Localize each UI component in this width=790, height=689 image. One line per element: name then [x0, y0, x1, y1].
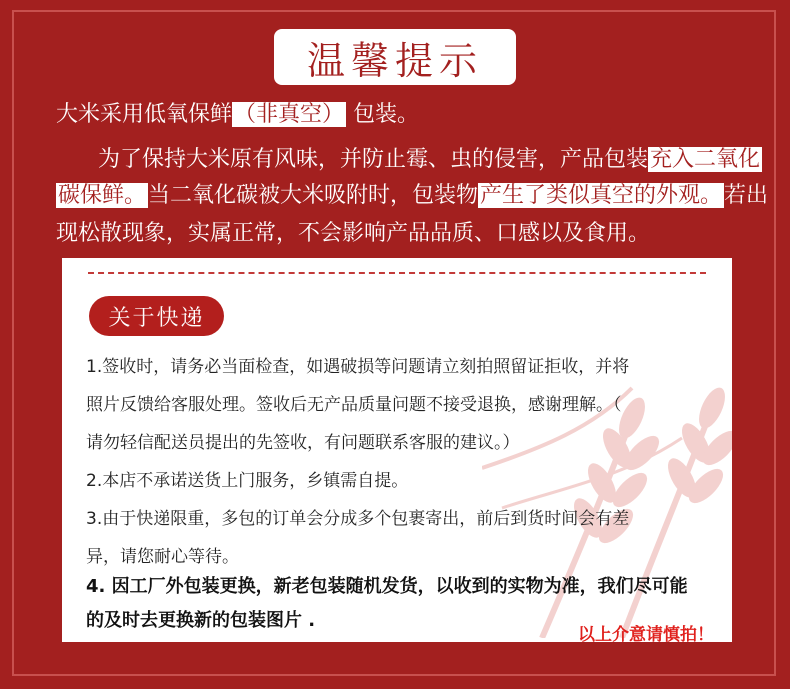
delivery-panel	[62, 258, 732, 642]
para-line-1	[98, 144, 762, 176]
para-highlight: 充入二氧化	[650, 147, 761, 172]
para-text: 若出	[724, 183, 769, 208]
delivery-line: 3.由于快递限重，多包的订单会分成多个包裹寄出，前后到货时间会有差	[86, 509, 630, 529]
para-line-2	[56, 180, 768, 212]
delivery-line: 请勿轻信配送员提出的先签收，有问题联系客服的建议。）	[86, 433, 520, 453]
intro-line	[56, 99, 419, 131]
para-highlight: 碳保鲜。	[58, 183, 147, 208]
intro-highlight: （非真空）	[234, 102, 345, 127]
delivery-line-bold: 的及时去更换新的包装图片 .	[86, 610, 316, 631]
intro-text: 大米采用低氧保鲜	[56, 102, 233, 127]
para-line-3	[56, 218, 650, 250]
dashed-divider	[88, 272, 706, 274]
para-text: 现松散现象，实属正常，不会影响产品品质、口感以及食用。	[56, 221, 651, 246]
para-text: 为了保持大米原有风味，并防止霉、虫的侵害，产品包装	[98, 147, 649, 172]
delivery-line: 异，请您耐心等待。	[86, 547, 239, 567]
delivery-heading: 关于快递	[89, 296, 224, 336]
warning-note: 以上介意请慎拍！	[578, 625, 714, 642]
delivery-line: 2.本店不承诺送货上门服务，乡镇需自提。	[86, 471, 409, 491]
page-title: 温馨提示	[274, 29, 516, 85]
intro-tail: 包装。	[353, 102, 420, 127]
delivery-line-bold: 4. 因工厂外包装更换，新老包装随机发货，以收到的实物为准，我们尽可能	[86, 576, 688, 597]
para-text: 当二氧化碳被大米吸附时，包装物	[148, 183, 479, 208]
delivery-line: 照片反馈给客服处理。签收后无产品质量问题不接受退换，感谢理解。（	[86, 395, 622, 415]
para-highlight: 产生了类似真空的外观。	[480, 183, 723, 208]
delivery-line: 1.签收时，请务必当面检查，如遇破损等问题请立刻拍照留证拒收，并将	[86, 357, 630, 377]
